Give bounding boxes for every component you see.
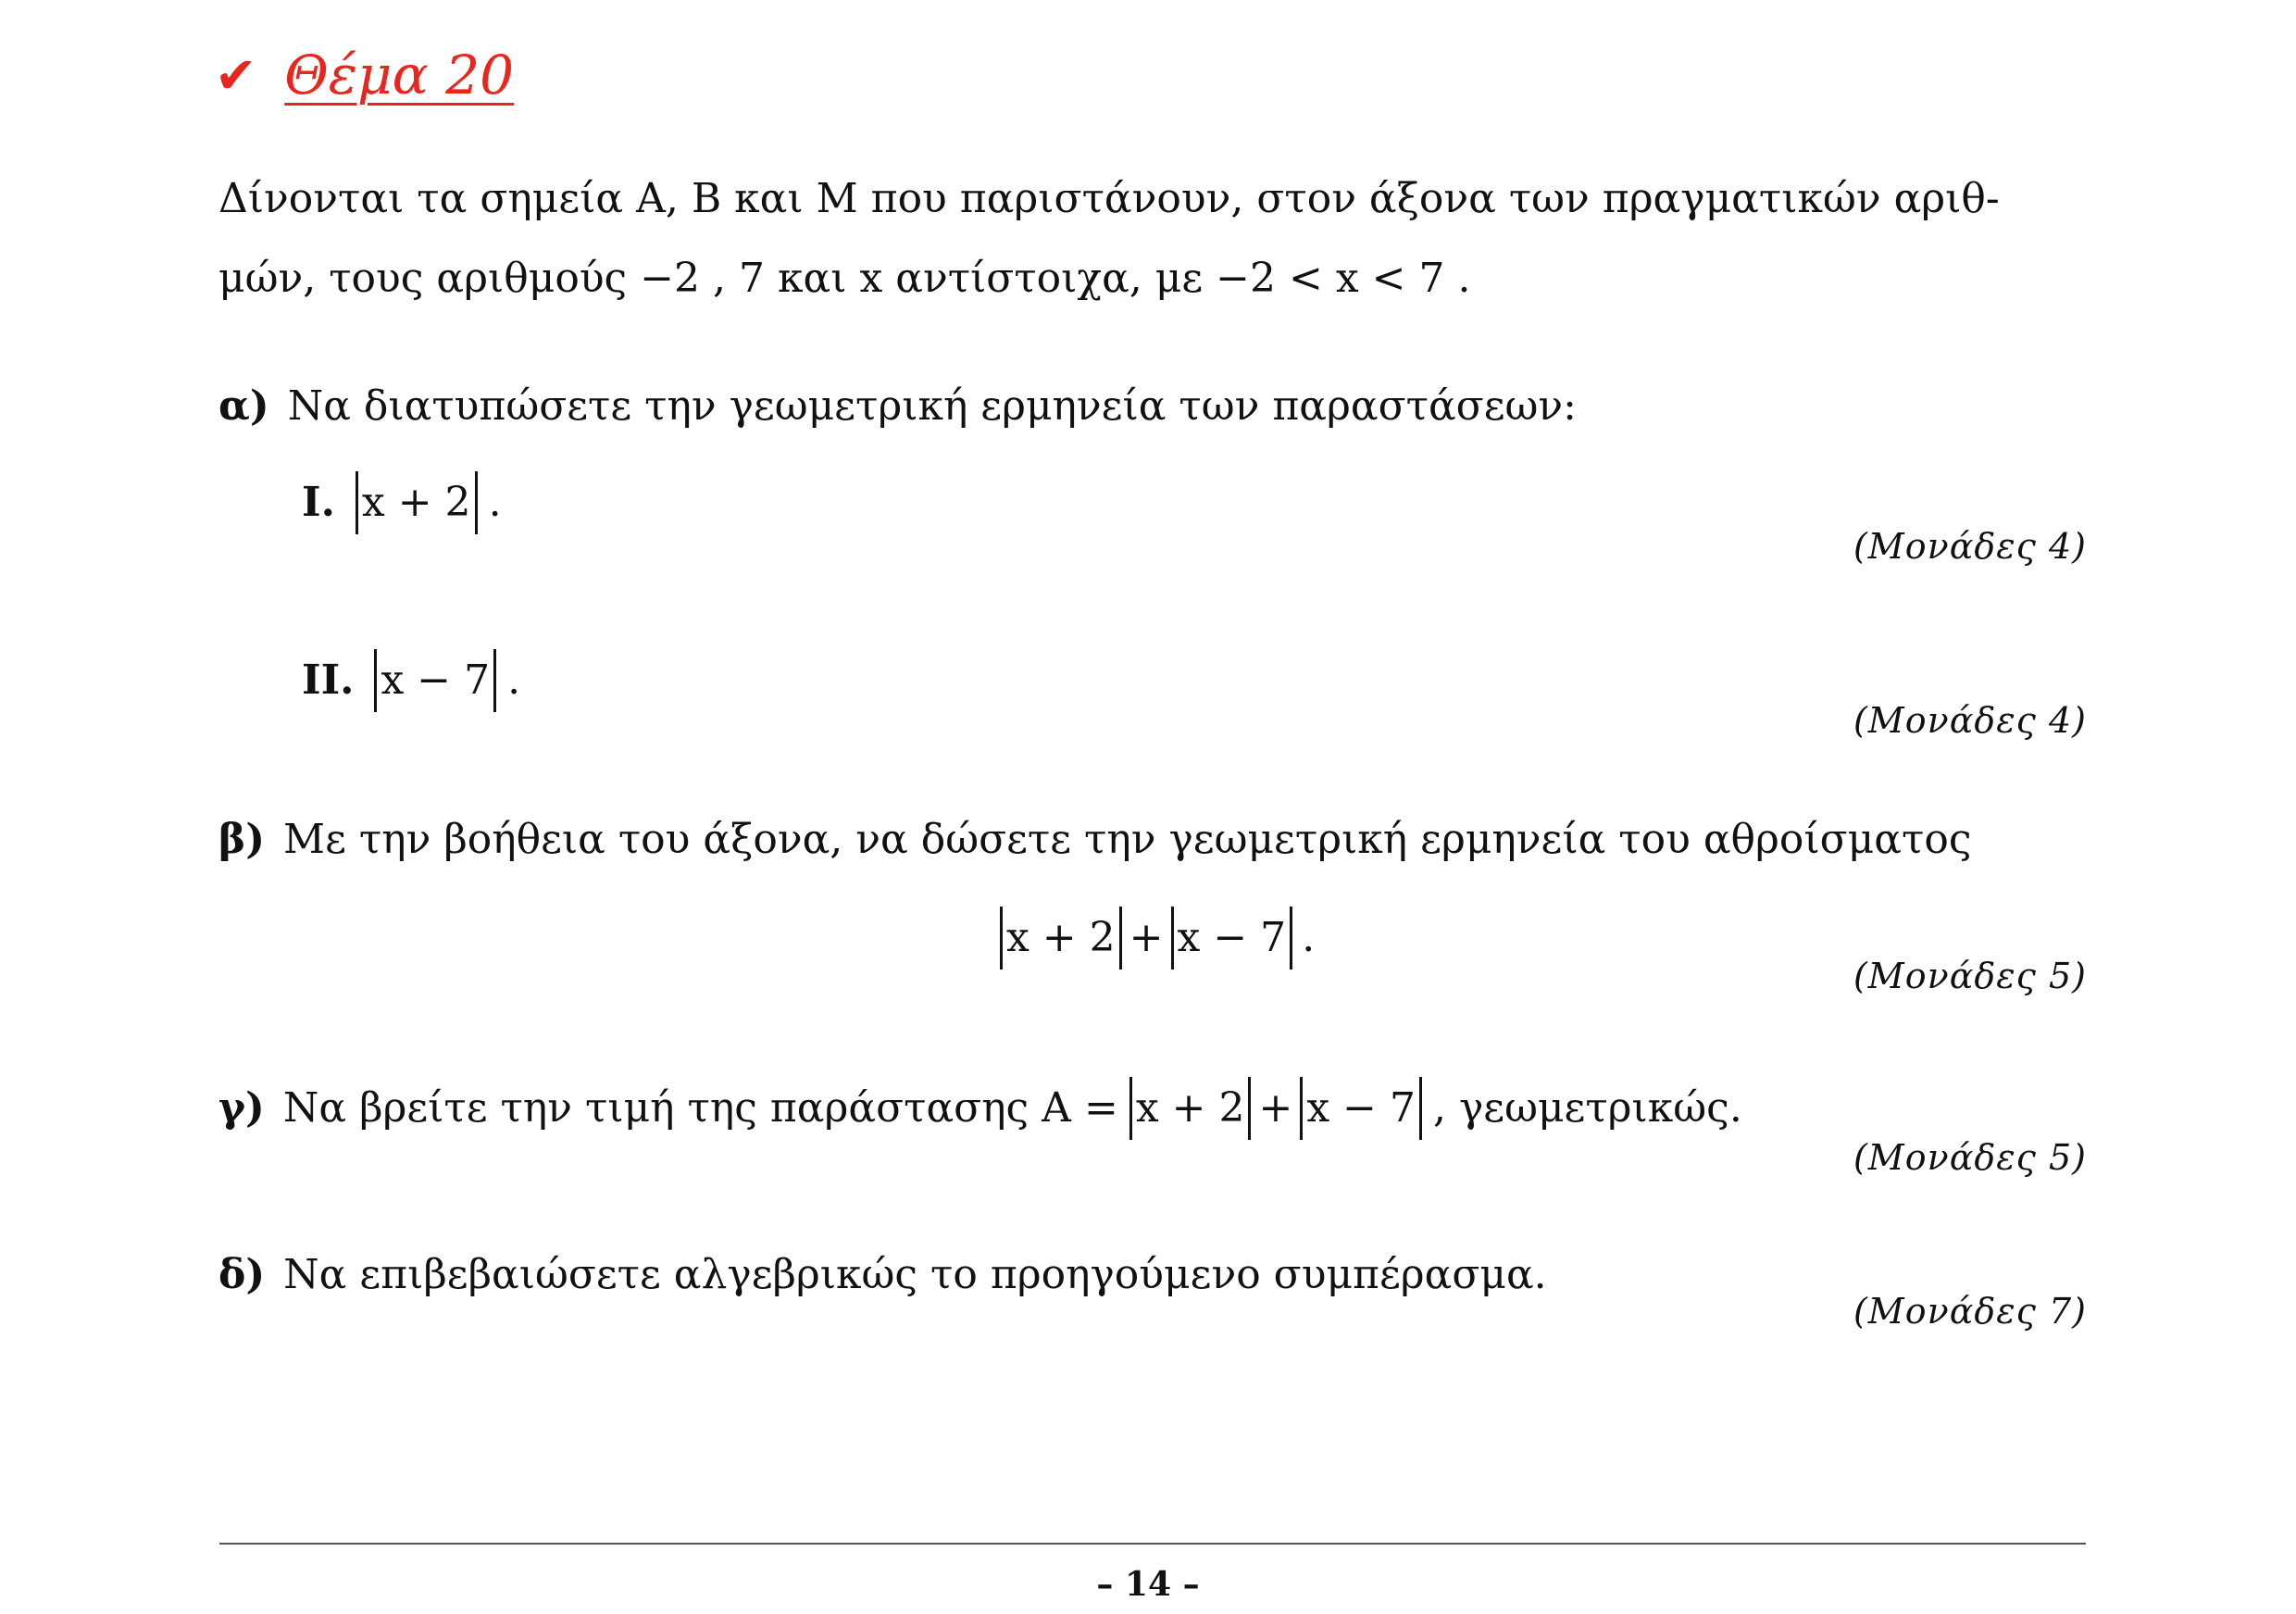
abs-bar-right xyxy=(1119,907,1122,970)
item-2-end: . xyxy=(507,657,521,704)
part-b-text: Με την βοήθεια του άξονα, να δώσετε την γεωμετρική ερμηνεία του αθροίσματος xyxy=(283,816,1972,863)
abs-bar-left xyxy=(1171,907,1174,970)
abs-bar-left xyxy=(356,471,358,534)
part-c xyxy=(218,1076,1742,1141)
part-c-plus: + xyxy=(1258,1084,1293,1132)
section-title: Θέμα 20 xyxy=(284,44,515,106)
part-c-text: Να βρείτε την τιμή της παράστασης Α = xyxy=(282,1084,1118,1132)
marks-c: (Μονάδες 5) xyxy=(1853,1137,2087,1178)
abs-bar-left xyxy=(1000,907,1003,970)
item-1-expr: x + 2 xyxy=(361,479,471,526)
part-b-plus: + xyxy=(1129,914,1164,961)
page-number: – 14 – xyxy=(1096,1565,1200,1604)
part-a xyxy=(218,374,1577,439)
abs-bar-right xyxy=(493,649,496,712)
marks-a-2: (Μονάδες 4) xyxy=(1853,700,2087,741)
intro-line-1: Δίνονται τα σημεία Α, Β και Μ που παριστάνουν, στον άξονα των πραγματικών αριθ- xyxy=(218,175,2000,222)
marks-d: (Μονάδες 7) xyxy=(1853,1291,2087,1332)
part-c-expr-1: x + 2 xyxy=(1135,1084,1245,1132)
part-d-label: δ) xyxy=(218,1251,266,1298)
part-a-text: Να διατυπώσετε την γεωμετρική ερμηνεία των παραστάσεων: xyxy=(287,382,1577,430)
part-b-expression xyxy=(996,906,1315,989)
part-c-expr-2: x − 7 xyxy=(1306,1084,1416,1132)
part-d-text: Να επιβεβαιώσετε αλγεβρικώς το προηγούμενο συμπέρασμα. xyxy=(283,1251,1547,1298)
part-c-label: γ) xyxy=(218,1084,265,1132)
abs-bar-right xyxy=(1290,907,1292,970)
part-b-label: β) xyxy=(218,816,266,863)
part-b-expr-1: x + 2 xyxy=(1006,914,1116,961)
part-b-expr-2: x − 7 xyxy=(1177,914,1287,961)
checkmark-icon: ✔ xyxy=(215,45,257,105)
item-1-end: . xyxy=(488,479,502,526)
item-1-label: Ι. xyxy=(302,479,335,526)
part-a-item-2 xyxy=(302,648,520,713)
part-b-end: . xyxy=(1302,914,1316,961)
abs-bar-left xyxy=(374,649,377,712)
footer-divider xyxy=(219,1543,2086,1545)
abs-bar-left xyxy=(1300,1077,1303,1140)
abs-bar-right xyxy=(1419,1077,1422,1140)
item-2-label: ΙΙ. xyxy=(302,657,355,704)
intro-line-2: μών, τους αριθμούς −2 , 7 και x αντίστοιχα, με −2 < x < 7 . xyxy=(218,255,1471,302)
part-b xyxy=(218,807,1971,872)
part-a-item-1 xyxy=(302,470,502,535)
part-a-label: α) xyxy=(218,382,269,430)
section-header xyxy=(215,33,514,117)
item-2-expr: x − 7 xyxy=(381,657,491,704)
abs-bar-right xyxy=(1248,1077,1251,1140)
abs-bar-right xyxy=(475,471,478,534)
part-d xyxy=(218,1243,1547,1307)
marks-b: (Μονάδες 5) xyxy=(1853,956,2087,996)
part-c-end: , γεωμετρικώς. xyxy=(1433,1084,1742,1132)
abs-bar-left xyxy=(1129,1077,1132,1140)
marks-a-1: (Μονάδες 4) xyxy=(1853,526,2087,567)
